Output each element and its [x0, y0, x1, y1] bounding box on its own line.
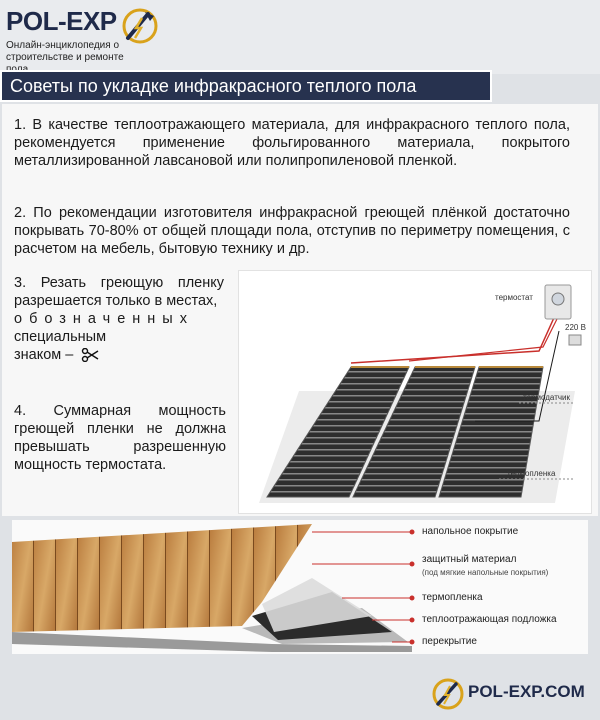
label-voltage: 220 В	[565, 323, 586, 332]
title-bar	[0, 70, 492, 102]
page-title: Советы по укладке инфракрасного теплого пола	[10, 76, 417, 96]
label-protective-note: (под мягкие напольные покрытия)	[422, 568, 549, 577]
scissors-icon	[81, 348, 99, 362]
label-thermofilm: термопленка	[422, 592, 483, 603]
layers-panel	[12, 520, 588, 654]
brand-logo-text[interactable]: POL-EXP	[6, 6, 117, 36]
tip-3-line3: специальным	[14, 329, 107, 345]
tip-3	[14, 274, 224, 364]
tip-3-text: 3. Резать греющую пленку разрешается только в местах,	[14, 275, 224, 309]
label-thermostat: термостат	[495, 293, 533, 302]
label-sensor: термодатчик	[523, 393, 570, 402]
label-protective: защитный материал	[422, 554, 517, 565]
tip-4: 4. Суммарная мощность греющей пленки не должна превышать разрешенную мощность термостата.	[14, 403, 226, 473]
floor-layers-illustration	[12, 520, 588, 654]
tagline-line2: строительстве и ремонте	[6, 52, 124, 63]
tip-2: 2. По рекомендации изготовителя инфракрасной греющей плёнкой достаточно покрывать 70-80% от общей площади пола, отступив по периметру помещения, с расчетом на мебель, бытовую технику и др.	[14, 205, 570, 257]
label-floor-cover: напольное покрытие	[422, 526, 519, 537]
label-reflective: теплоотражающая подложка	[422, 614, 557, 625]
tagline-line1: Онлайн-энциклопедия о	[6, 40, 120, 51]
installation-diagram	[238, 270, 592, 514]
label-film: термопленка	[507, 469, 556, 478]
tips-panel	[2, 104, 598, 516]
footer-site-link[interactable]: POL-EXP.COM	[468, 682, 585, 701]
label-subfloor: перекрытие	[422, 636, 477, 647]
tip-1: 1. В качестве теплоотражающего материала, для инфракрасного теплого пола, рекомендуется применение фольгированного материала, покрытого металлизированной лавсановой или полипропиленовой пленкой.	[14, 117, 570, 169]
tip-3-line4: знаком –	[14, 347, 74, 363]
tip-3-spaced-word: обозначенных	[14, 311, 194, 327]
